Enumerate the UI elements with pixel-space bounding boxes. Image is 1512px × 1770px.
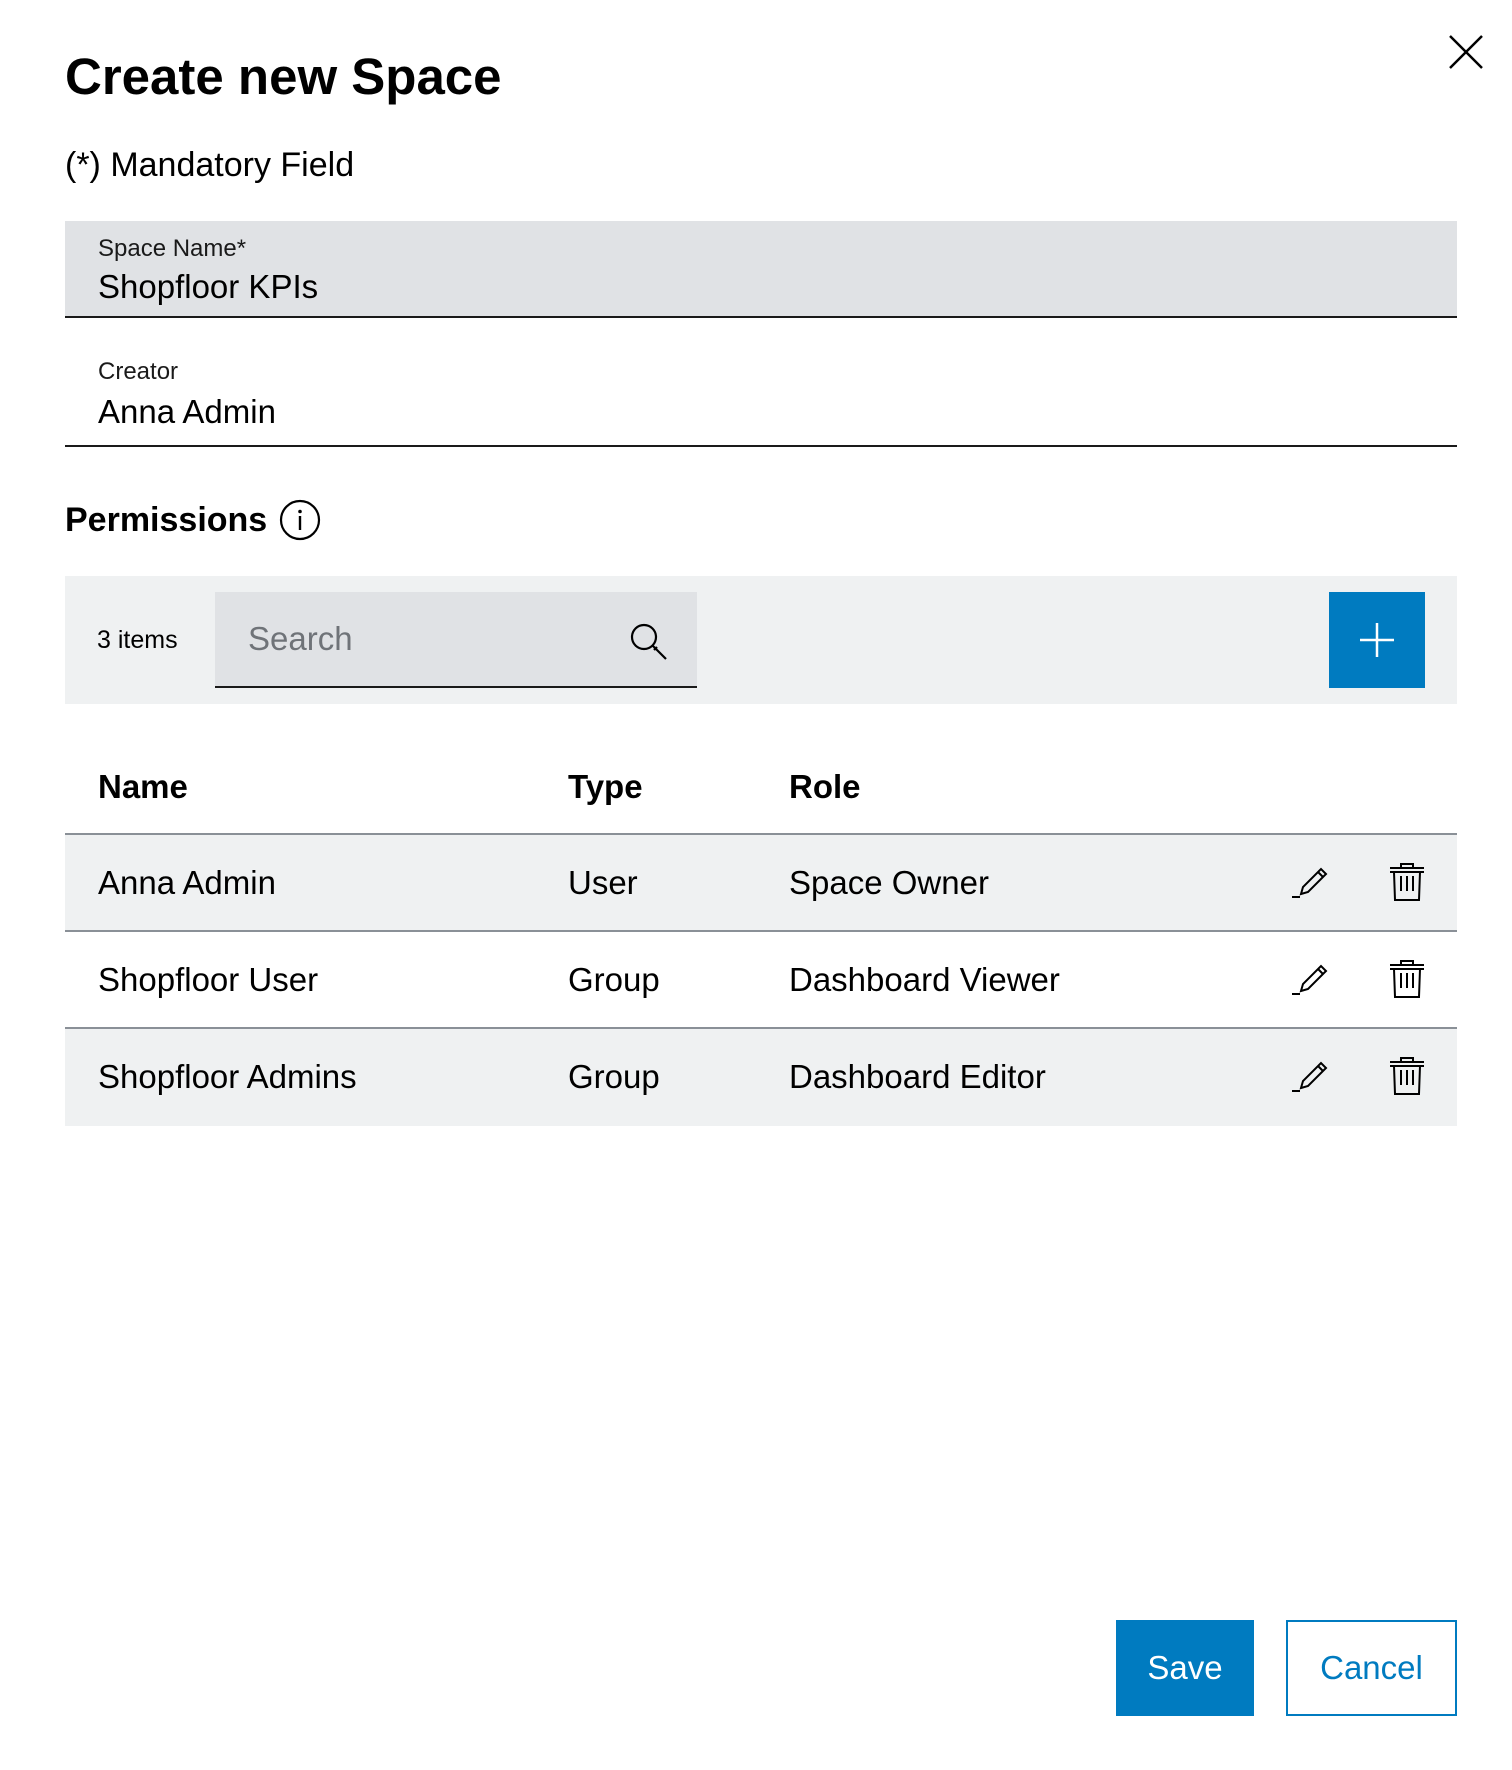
delete-button[interactable] xyxy=(1383,859,1431,907)
mandatory-note: (*) Mandatory Field xyxy=(65,146,355,184)
search-icon[interactable] xyxy=(627,620,671,664)
table-row xyxy=(65,932,1457,1029)
search-input[interactable] xyxy=(248,616,628,662)
column-header-name[interactable]: Name xyxy=(98,768,188,805)
search-box[interactable] xyxy=(215,592,697,688)
creator-field xyxy=(65,350,1457,447)
table-row xyxy=(65,1029,1457,1126)
trash-icon xyxy=(1383,1053,1431,1101)
row-name: Anna Admin xyxy=(98,864,276,901)
edit-button[interactable] xyxy=(1288,859,1336,907)
table-row xyxy=(65,835,1457,932)
pencil-icon xyxy=(1288,1053,1336,1101)
trash-icon xyxy=(1383,859,1431,907)
close-button[interactable] xyxy=(1438,24,1494,80)
creator-value: Anna Admin xyxy=(98,393,276,430)
table-header xyxy=(65,735,1457,835)
pencil-icon xyxy=(1288,956,1336,1004)
creator-label: Creator xyxy=(98,358,179,385)
delete-button[interactable] xyxy=(1383,956,1431,1004)
row-name: Shopfloor User xyxy=(98,961,319,998)
item-count: 3 items xyxy=(97,626,178,654)
delete-button[interactable] xyxy=(1383,1053,1431,1101)
row-name: Shopfloor Admins xyxy=(98,1058,357,1095)
row-type: Group xyxy=(568,961,660,998)
row-role: Dashboard Viewer xyxy=(789,961,1060,998)
pencil-icon xyxy=(1288,859,1336,907)
edit-button[interactable] xyxy=(1288,956,1336,1004)
space-name-label: Space Name* xyxy=(98,235,247,262)
trash-icon xyxy=(1383,956,1431,1004)
row-role: Space Owner xyxy=(789,864,989,901)
row-role: Dashboard Editor xyxy=(789,1058,1046,1095)
permissions-heading: Permissions xyxy=(65,501,268,539)
row-type: Group xyxy=(568,1058,660,1095)
row-type: User xyxy=(568,864,638,901)
info-icon[interactable] xyxy=(279,499,321,541)
space-name-field[interactable] xyxy=(65,221,1457,318)
space-name-input[interactable] xyxy=(98,265,1398,309)
permissions-table xyxy=(65,735,1457,1126)
cancel-button[interactable]: Cancel xyxy=(1286,1620,1457,1716)
permissions-toolbar xyxy=(65,576,1457,704)
edit-button[interactable] xyxy=(1288,1053,1336,1101)
close-icon xyxy=(1438,24,1494,80)
dialog-title: Create new Space xyxy=(65,48,502,105)
column-header-type[interactable]: Type xyxy=(568,768,643,805)
save-button[interactable]: Save xyxy=(1116,1620,1254,1716)
plus-icon xyxy=(1329,592,1425,688)
add-permission-button[interactable] xyxy=(1329,592,1425,688)
column-header-role[interactable]: Role xyxy=(789,768,861,805)
